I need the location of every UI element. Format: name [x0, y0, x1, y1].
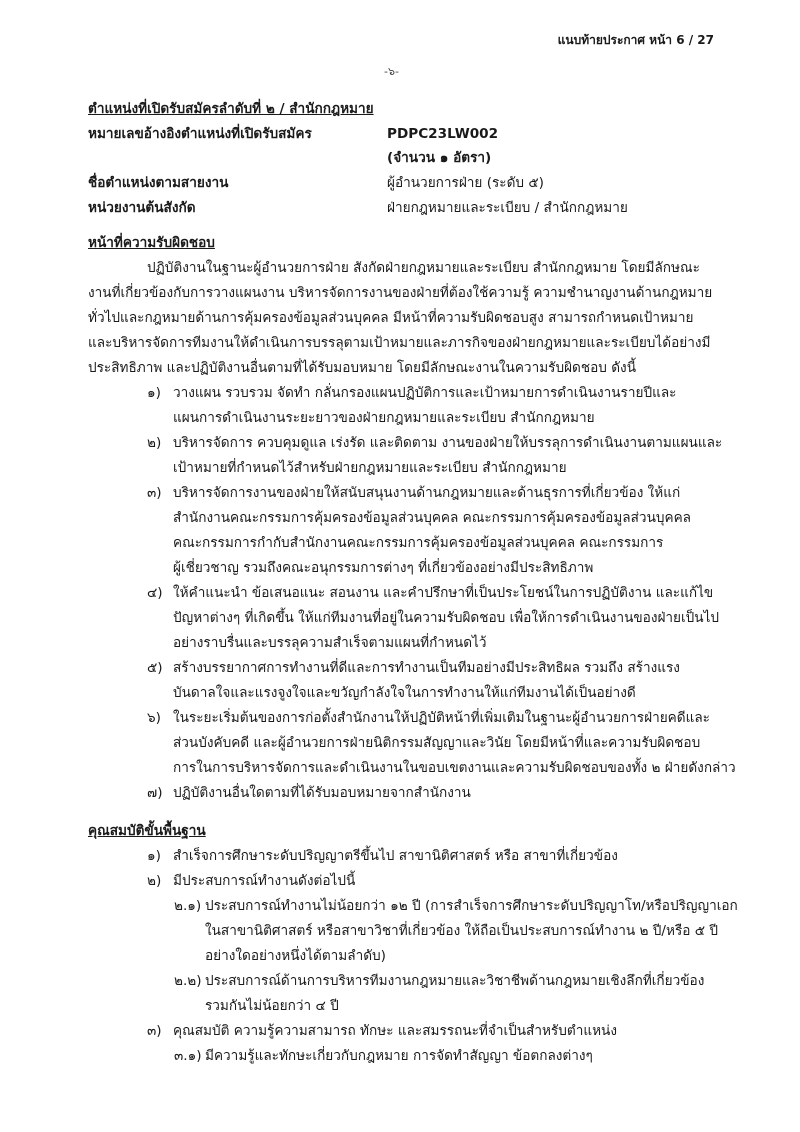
qualification-item-number: ๒) [147, 873, 162, 889]
duty-item-line: ส่วนบังคับคดี และผู้อำนวยการฝ่ายนิติกรรมสัญญาและวินัย โดยมีหน้าที่และความรับผิดชอบ [173, 735, 701, 751]
field-value: ผู้อำนวยการฝ่าย (ระดับ ๕) [387, 175, 544, 191]
qualification-item-number: ๑) [147, 848, 161, 864]
field-label: หมายเลขอ้างอิงตำแหน่งที่เปิดรับสมัคร [88, 126, 312, 142]
duties-intro-line: งานที่เกี่ยวข้องกับการวางแผนงาน บริหารจัดการงานของฝ่ายที่ต้องใช้ความรู้ ความชำนาญงานด้านกฎหมาย [88, 285, 713, 301]
qualification-subitem-line: ประสบการณ์ทำงานไม่น้อยกว่า ๑๒ ปี (การสำเร็จการศึกษาระดับปริญญาโท/หรือปริญญาเอก [205, 898, 738, 914]
qualifications-heading: คุณสมบัติขั้นพื้นฐาน [88, 823, 206, 839]
duty-item-line: เป้าหมายที่กำหนดไว้สำหรับฝ่ายกฎหมายและระเบียบ สำนักกฎหมาย [173, 460, 567, 476]
duties-intro-line: ปฏิบัติงานในฐานะผู้อำนวยการฝ่าย สังกัดฝ่ายกฎหมายและระเบียบ สำนักกฎหมาย โดยมีลักษณะ [147, 260, 700, 276]
duty-item-number: ๑) [147, 385, 161, 401]
qualification-subitem-line: ในสาขานิติศาสตร์ หรือสาขาวิชาที่เกี่ยวข้อง ให้ถือเป็นประสบการณ์ทำงาน ๒ ปี/หรือ ๕ ปี [205, 923, 718, 939]
duty-item-line: การในการบริหารจัดการและดำเนินงานในขอบเขตงานและความรับผิดชอบของทั้ง ๒ ฝ่ายดังกล่าว [173, 760, 736, 776]
duty-item-line: อย่างราบรื่นและบรรลุความสำเร็จตามแผนที่กำหนดไว้ [173, 635, 487, 651]
duty-item-line: ปฏิบัติงานอื่นใดตามที่ได้รับมอบหมายจากสำนักงาน [173, 785, 471, 801]
field-label: ชื่อตำแหน่งตามสายงาน [88, 175, 229, 191]
duty-item-number: ๓) [147, 485, 162, 501]
duties-intro-line: และบริหารจัดการทีมงานให้ดำเนินการบรรลุตามเป้าหมายและภารกิจของฝ่ายกฎหมายและระเบียบได้อย่างมี [88, 335, 711, 351]
duties-intro-line: ทั่วไปและกฎหมายด้านการคุ้มครองข้อมูลส่วนบุคคล มีหน้าที่ความรับผิดชอบสูง สามารถกำหนดเป้าหมาย [88, 310, 694, 326]
qualification-subitem-line: มีความรู้และทักษะเกี่ยวกับกฎหมาย การจัดทำสัญญา ข้อตกลงต่างๆ [205, 1048, 593, 1064]
qualification-subitem-line: รวมกันไม่น้อยกว่า ๔ ปี [205, 998, 339, 1014]
qualification-item-line: คุณสมบัติ ความรู้ความสามารถ ทักษะ และสมรรถนะที่จำเป็นสำหรับตำแหน่ง [173, 1023, 617, 1039]
field-value: ฝ่ายกฎหมายและระเบียบ / สำนักกฎหมาย [387, 200, 628, 216]
duty-item-number: ๗) [147, 785, 163, 801]
qualification-subitem-line: ประสบการณ์ด้านการบริหารทีมงานกฎหมายและวิชาชีพด้านกฎหมายเชิงลึกที่เกี่ยวข้อง [205, 973, 705, 989]
duty-item-line: บริหารจัดการ ควบคุมดูแล เร่งรัด และติดตาม งานของฝ่ายให้บรรลุการดำเนินงานตามแผนและ [173, 435, 723, 451]
duties-heading: หน้าที่ความรับผิดชอบ [88, 235, 215, 251]
duty-item-line: วางแผน รวบรวม จัดทำ กลั่นกรองแผนปฏิบัติการและเป้าหมายการดำเนินงานรายปีและ [173, 385, 677, 401]
field-label: หน่วยงานต้นสังกัด [88, 200, 196, 216]
duty-item-line: บริหารจัดการงานของฝ่ายให้สนับสนุนงานด้านกฎหมายและด้านธุรการที่เกี่ยวข้อง ให้แก่ [173, 485, 681, 501]
duty-item-line: ผู้เชี่ยวชาญ รวมถึงคณะอนุกรรมการต่างๆ ที่เกี่ยวข้องอย่างมีประสิทธิภาพ [173, 560, 594, 576]
qualification-item-line: มีประสบการณ์ทำงานดังต่อไปนี้ [173, 873, 356, 889]
qualification-subitem-number: ๒.๑) [174, 898, 202, 914]
field-value: PDPC23LW002 [387, 126, 499, 142]
duty-item-line: ในระยะเริ่มต้นของการก่อตั้งสำนักงานให้ปฏิบัติหน้าที่เพิ่มเติมในฐานะผู้อำนวยการฝ่ายคดีและ [173, 710, 710, 726]
duty-item-number: ๕) [147, 660, 163, 676]
qualification-subitem-number: ๓.๑) [174, 1048, 202, 1064]
page-number: -๖- [384, 65, 399, 78]
duty-item-line: บันดาลใจและแรงจูงใจและขวัญกำลังใจในการทำงานให้แก่ทีมงานได้เป็นอย่างดี [173, 685, 636, 701]
duty-item-number: ๔) [147, 585, 163, 601]
qualification-subitem-number: ๒.๒) [174, 973, 202, 989]
duty-item-line: สำนักงานคณะกรรมการคุ้มครองข้อมูลส่วนบุคคล คณะกรรมการคุ้มครองข้อมูลส่วนบุคคล [173, 510, 692, 526]
duty-item-line: ให้คำแนะนำ ข้อเสนอแนะ สอนงาน และคำปรึกษาที่เป็นประโยชน์ในการปฏิบัติงาน และแก้ไข [173, 585, 714, 601]
duty-item-line: ปัญหาต่างๆ ที่เกิดขึ้น ให้แก่ทีมงานที่อยู่ในความรับผิดชอบ เพื่อให้การดำเนินงานของฝ่ายเป็นไป [173, 610, 720, 626]
position-title: ตำแหน่งที่เปิดรับสมัครลำดับที่ ๒ / สำนักกฎหมาย [88, 101, 374, 117]
qualification-item-line: สำเร็จการศึกษาระดับปริญญาตรีขึ้นไป สาขานิติศาสตร์ หรือ สาขาที่เกี่ยวข้อง [173, 848, 618, 864]
duties-intro-line: ประสิทธิภาพ และปฏิบัติงานอื่นตามที่ได้รับมอบหมาย โดยมีลักษณะงานในความรับผิดชอบ ดังนี้ [88, 360, 636, 376]
field-value: (จำนวน ๑ อัตรา) [387, 150, 492, 166]
duty-item-line: สร้างบรรยากาศการทำงานที่ดีและการทำงานเป็นทีมอย่างมีประสิทธิผล รวมถึง สร้างแรง [173, 660, 680, 676]
duty-item-line: คณะกรรมการกำกับสำนักงานคณะกรรมการคุ้มครองข้อมูลส่วนบุคคล คณะกรรมการ [173, 535, 664, 551]
qualification-subitem-line: อย่างใดอย่างหนึ่งได้ตามลำดับ) [205, 948, 386, 964]
duty-item-line: แผนการดำเนินงานระยะยาวของฝ่ายกฎหมายและระเบียบ สำนักกฎหมาย [173, 410, 595, 426]
duty-item-number: ๖) [147, 710, 161, 726]
duty-item-number: ๒) [147, 435, 162, 451]
annex-page-header: แนบท้ายประกาศ หน้า 6 / 27 [557, 33, 714, 47]
qualification-item-number: ๓) [147, 1023, 162, 1039]
